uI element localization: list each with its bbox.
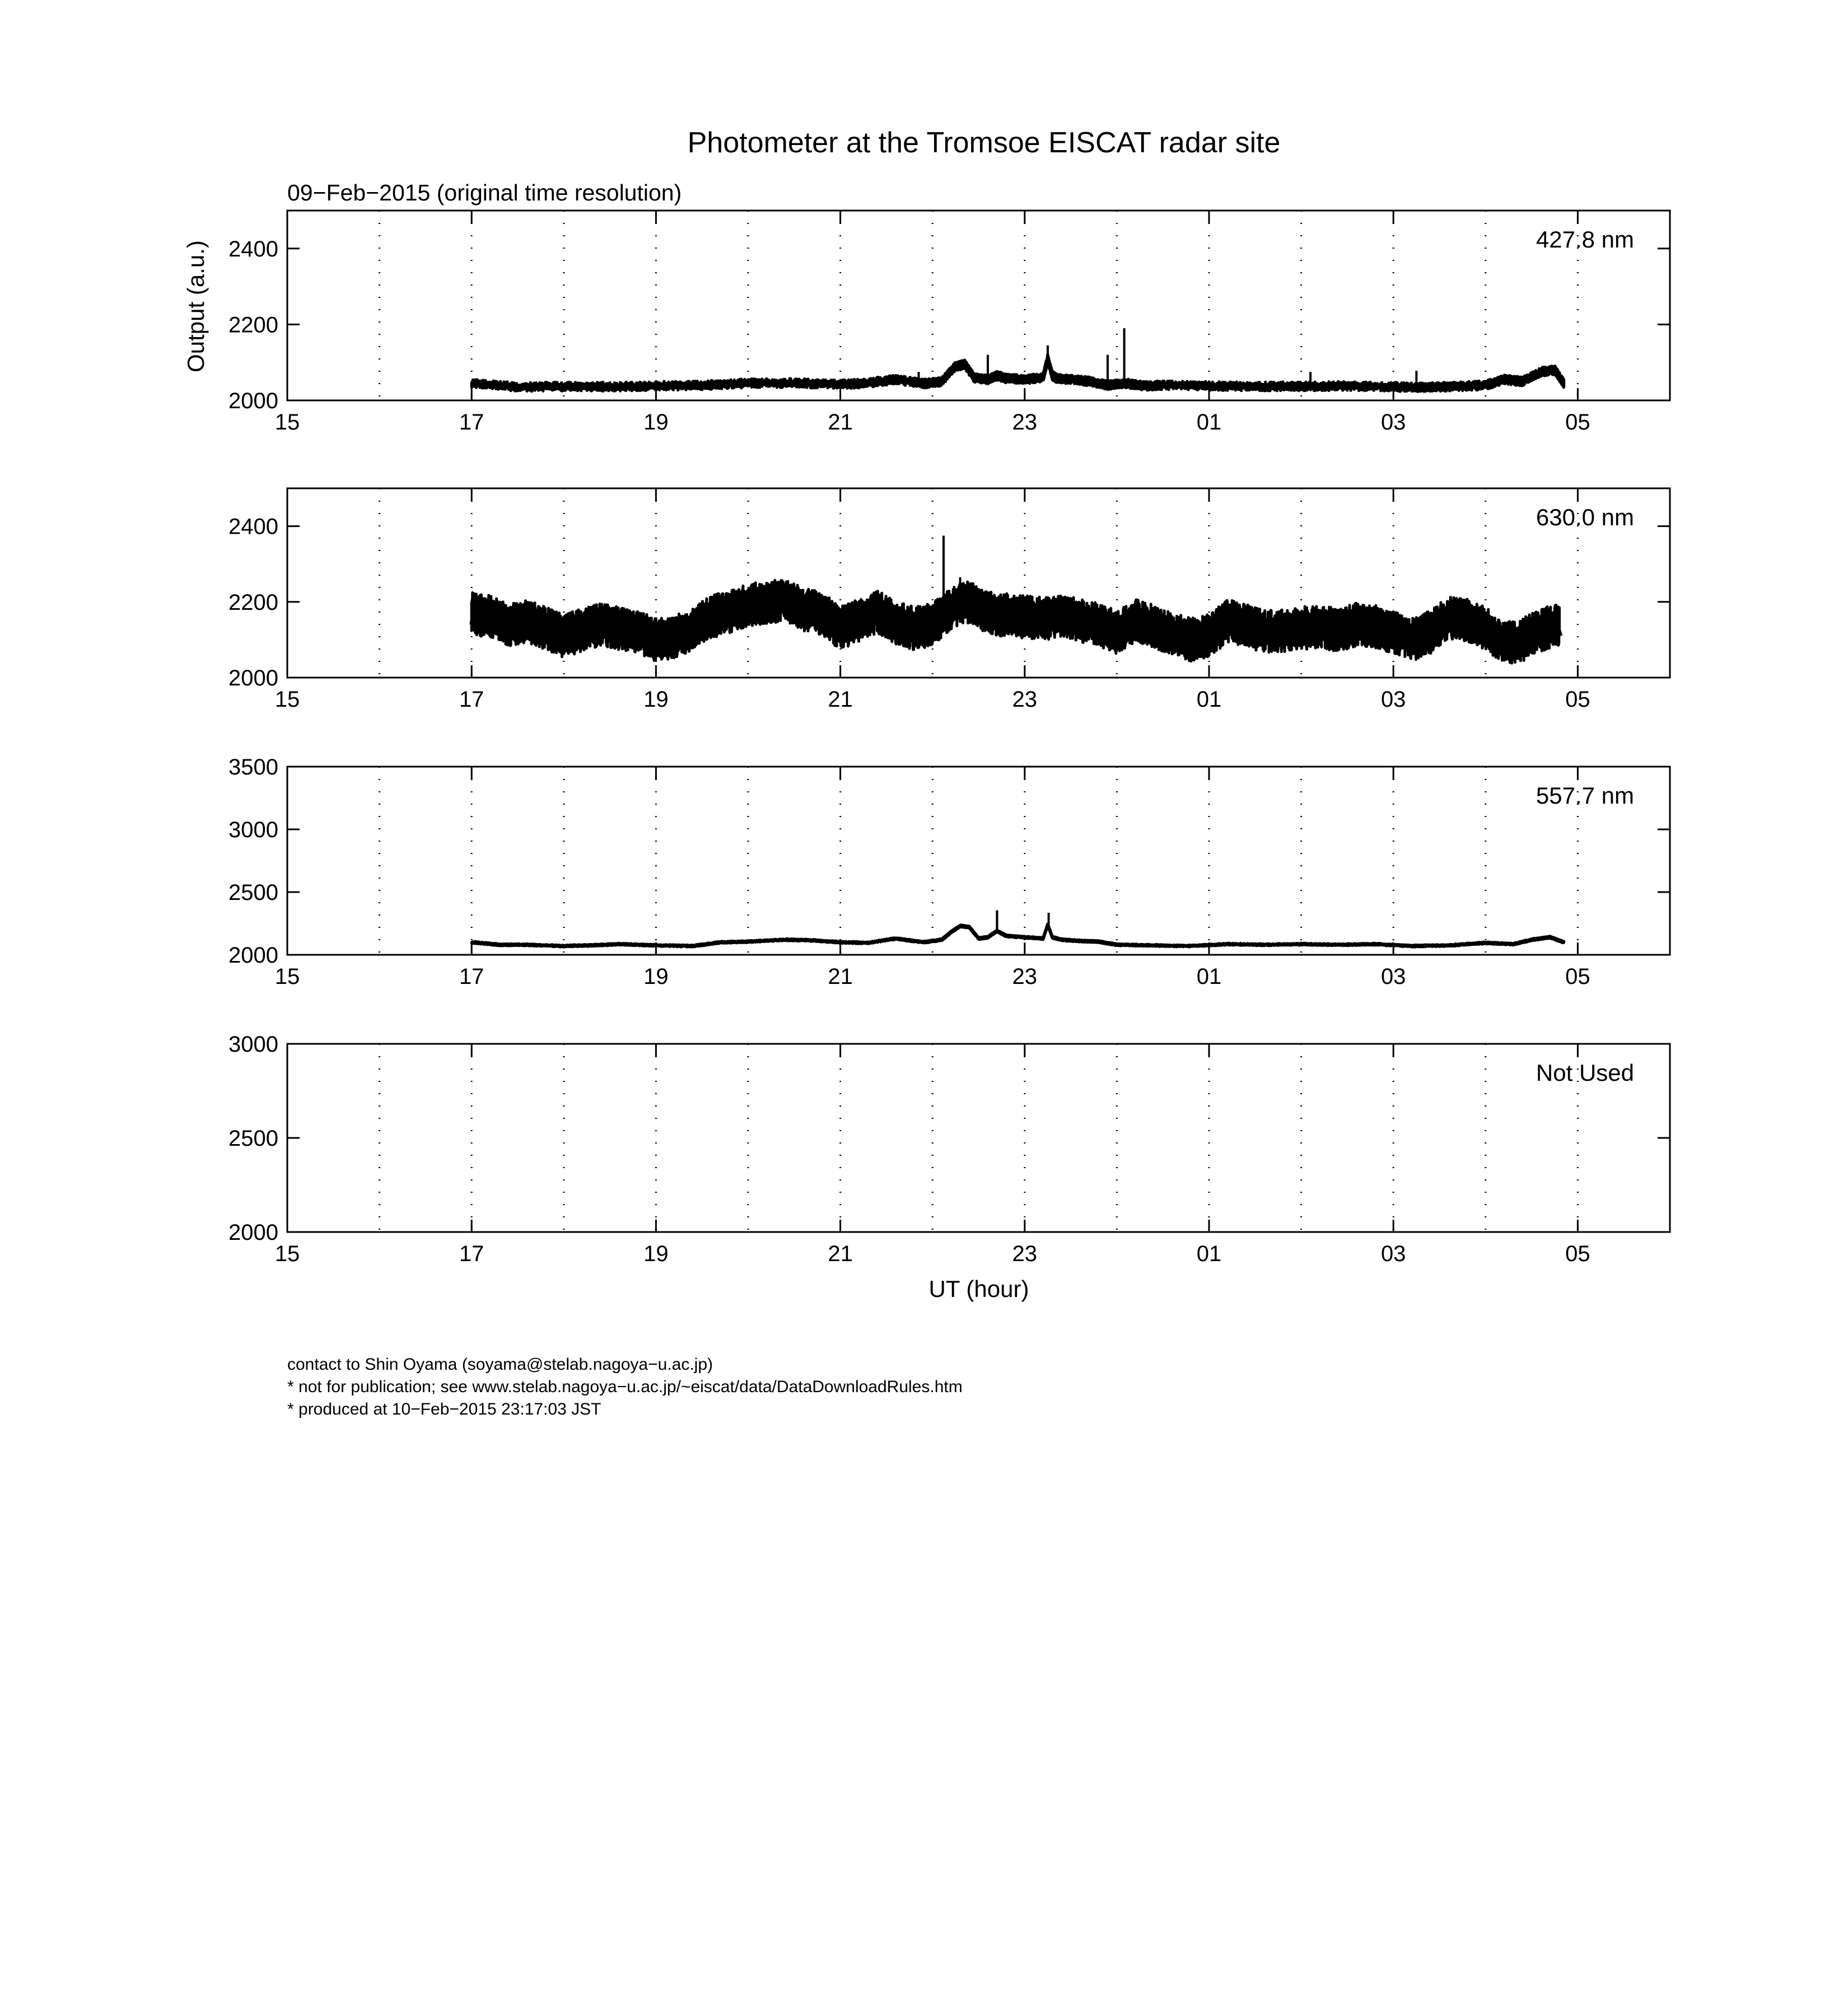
panel-2 — [228, 488, 1670, 712]
channel-label: 630.0 nm — [1536, 504, 1634, 530]
y-tick-label: 2000 — [228, 389, 278, 413]
y-tick-label: 2000 — [228, 943, 278, 968]
x-tick-label: 03 — [1380, 410, 1406, 435]
x-tick-label: 17 — [459, 1242, 484, 1266]
footer-contact: contact to Shin Oyama (soyama@stelab.nagoya−u.ac.jp) — [287, 1355, 713, 1374]
x-tick-label: 23 — [1012, 964, 1038, 989]
y-tick-label: 2200 — [228, 312, 278, 338]
x-tick-label: 23 — [1012, 687, 1038, 712]
x-tick-label: 05 — [1565, 1242, 1590, 1266]
x-tick-label: 05 — [1565, 410, 1590, 435]
x-tick-label: 01 — [1196, 1242, 1222, 1266]
x-tick-label: 23 — [1012, 1242, 1038, 1266]
footer-produced: * produced at 10−Feb−2015 23:17:03 JST — [287, 1400, 601, 1418]
y-tick-label: 2500 — [228, 1126, 278, 1151]
channel-label: Not Used — [1536, 1060, 1634, 1086]
x-tick-label: 15 — [274, 410, 300, 435]
x-tick-label: 01 — [1196, 687, 1222, 712]
figure-title: Photometer at the Tromsoe EISCAT radar site — [687, 127, 1281, 159]
x-tick-label: 01 — [1196, 410, 1222, 435]
x-tick-label: 03 — [1380, 964, 1406, 989]
y-axis-label: Output (a.u.) — [183, 240, 209, 372]
x-tick-label: 19 — [643, 964, 669, 989]
x-tick-label: 17 — [459, 687, 484, 712]
footer-notice: * not for publication; see www.stelab.nagoya−u.ac.jp/~eiscat/data/DataDownloadRules.htm — [287, 1378, 963, 1396]
figure-subtitle: 09−Feb−2015 (original time resolution) — [287, 180, 682, 206]
y-tick-label: 3000 — [228, 1032, 278, 1057]
x-tick-label: 21 — [828, 410, 853, 435]
channel-label: 427.8 nm — [1536, 226, 1634, 253]
panels — [228, 211, 1670, 1266]
x-axis-label: UT (hour) — [928, 1276, 1029, 1302]
x-tick-label: 17 — [459, 410, 484, 435]
x-tick-label: 01 — [1196, 964, 1222, 989]
x-tick-label: 15 — [274, 687, 300, 712]
x-tick-label: 19 — [643, 687, 669, 712]
y-tick-label: 2000 — [228, 666, 278, 690]
plot-frame — [287, 211, 1670, 400]
y-tick-label: 2400 — [228, 236, 278, 262]
panel-1 — [228, 211, 1670, 435]
x-tick-label: 17 — [459, 964, 484, 989]
plot-frame — [287, 767, 1670, 955]
y-tick-label: 2400 — [228, 514, 278, 539]
y-tick-label: 2200 — [228, 590, 278, 615]
x-tick-label: 19 — [643, 1242, 669, 1266]
x-tick-label: 19 — [643, 410, 669, 435]
plot-frame — [287, 488, 1670, 678]
panel-4 — [228, 1032, 1670, 1266]
x-tick-label: 15 — [274, 1242, 300, 1266]
x-tick-label: 21 — [828, 687, 853, 712]
x-tick-label: 05 — [1565, 964, 1590, 989]
panel-3 — [228, 755, 1670, 989]
x-tick-label: 21 — [828, 964, 853, 989]
x-tick-label: 03 — [1380, 687, 1406, 712]
x-tick-label: 03 — [1380, 1242, 1406, 1266]
y-tick-label: 2500 — [228, 880, 278, 905]
x-tick-label: 23 — [1012, 410, 1038, 435]
x-tick-label: 05 — [1565, 687, 1590, 712]
plot-frame — [287, 1044, 1670, 1232]
y-tick-label: 3500 — [228, 755, 278, 780]
x-tick-label: 15 — [274, 964, 300, 989]
channel-label: 557.7 nm — [1536, 782, 1634, 809]
y-tick-label: 3000 — [228, 818, 278, 842]
y-tick-label: 2000 — [228, 1220, 278, 1245]
x-tick-label: 21 — [828, 1242, 853, 1266]
